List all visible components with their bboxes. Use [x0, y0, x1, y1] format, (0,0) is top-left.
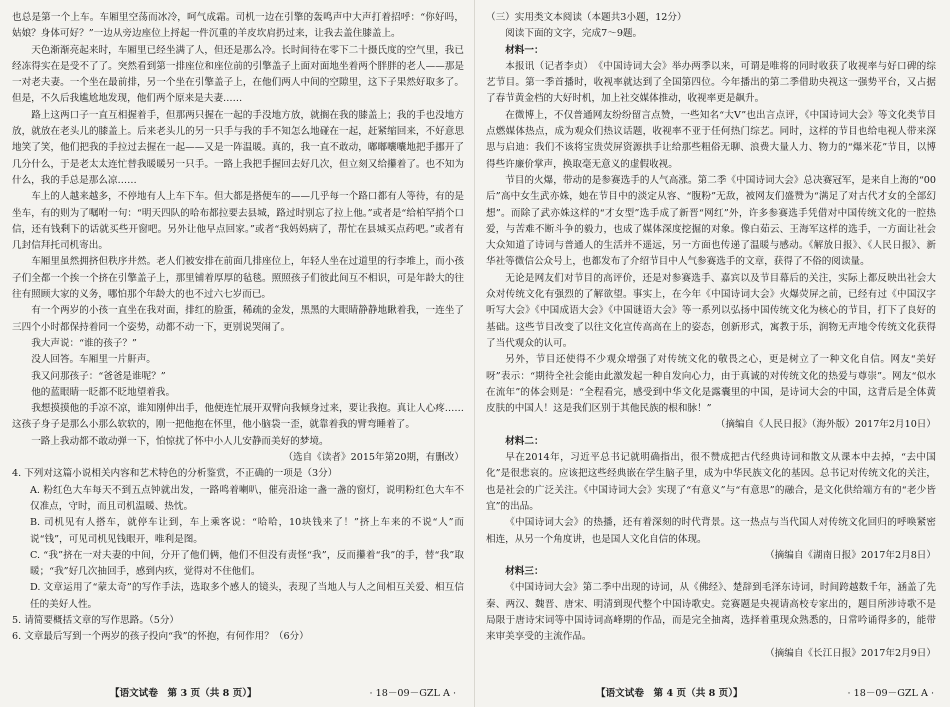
- questions-4-6: [12, 466, 464, 645]
- paragraph: 也总是第一个上车。车厢里空荡而冰冷，呵气成霜。司机一边在引擎的轰鸣声中大声打着招呼：“你好吗，姑娘？身体可好？”一边从旁边座位上捋起一件沉重的羊皮坎肩扔过来，让我去盖住膝盖上。: [12, 12, 464, 40]
- paragraph: 《中国诗词大会》第二季中出现的诗词，从《佛经》、楚辞到毛泽东诗词，时间跨越数千年，涵盖了先秦、两汉、魏晋、唐宋、明清到现代整个中国诗歌史。竞赛题是央视请高校专家出的，题目所涉诗歌不是局限于唐诗宋词等中国诗词高峰期的作品，而是完全抽离，选择着重现众熟悉的，日常吟诵得多的，能带来审美享受的主流作品。: [486, 582, 936, 643]
- material-2-source: （摘编自《湖南日报》2017年2月8日）: [765, 549, 936, 561]
- paragraph: 车上的人越来越多，不停地有人上车下车。但大都是搭便车的——几乎每一个路口都有人等待，有的是坐车，有的则为了嘱咐一句：“明天四队的哈布都拉要去县城，路过时别忘了拉上他。”或者是“给柏罕捎个口信，还有钱剩下的话就买些开窗吧。另外让他早点回家。”或者“我妈妈病了，帮忙在县城买点药吧。”或者有几封信拜托司机寄出。: [12, 191, 464, 252]
- paragraph: 早在2014年，习近平总书记就明确指出，很不赞成把古代经典诗词和散文从课本中去掉，“去中国化”是很悲哀的。应该把这些经典嵌在学生脑子里，成为中华民族文化的基因。总书记对传统文化的关注，也是社会的广泛关注。《中国诗词大会》实现了“有意义”与“有意思”的融合，是文化供给端方有的“老少皆宜”的出品。: [486, 452, 936, 512]
- exam-code: · 18－09－GZL A ·: [369, 688, 456, 699]
- material-2-title: 材料二：: [505, 435, 544, 447]
- material-3-source: （摘编自《长江日报》2017年2月9日）: [765, 647, 936, 659]
- paragraph: 我大声说：“谁的孩子？”: [31, 337, 137, 349]
- paragraph: 节目的火爆，带动的是参赛选手的人气高涨。第二季《中国诗词大会》总决赛冠军，是来自上海的“00后”高中女生武亦姝，她在节目中的淡定从容、“腹粉”无敌，被网友们盛赞为“满足了对古代才女的全部幻想”。而除了武亦姝这样的“才女型”选手成了新晋“网红”外，许多参赛选手凭借对中国传统文化的一腔热爱，与苦难不断斗争的毅力，也成了媒体深度挖掘的对象。像白茹云、王海军这样的选手，一方面让社会大众知道了诗词与普通人的生活并不遥远，另一方面也传递了温暖与感动。《解放日报》、《人民日报》、新华社等微信公众号上，也都发布了介绍节目中人气参赛选手的文章，获得了不俗的阅读量。: [486, 174, 936, 268]
- paragraph: 有一个两岁的小孩一直坐在我对面，排红的脸蛋，稀疏的金发，黑黑的大眼睛静静地瞅着我，一连坐了三四个小时都保持着同一个姿势，动都不动一下，更别说哭闹了。: [12, 305, 464, 333]
- paragraph: 天色渐渐亮起来时，车厢里已经坐满了人，但还是那么冷。长时间待在零下二十摄氏度的空气里，我已经冻得实在是受不了了。突然看到第一排座位和座位前的引擎盖子上面对面地坐着两个胖胖的老人——那是一对老夫妻。一个坐在最前排，另一个坐在引擎盖子上，在他们两人中间的空隙里，这下子果然好取多了。但是，不久后我尴尬地发现，他们两个原来是夫妻……: [12, 44, 464, 105]
- paragraph: 无论是网友们对节目的高评价，还是对参赛选手、嘉宾以及节目幕后的关注，实际上都反映出社会大众对传统文化有强烈的了解欲望。事实上，在今年《中国诗词大会》火爆荧屏之前，已经有过《中国汉字听写大会》《中国成语大会》《中国谜语大会》等一系列以弘扬中国传统文化为核心的节目，打下了良好的基础。这些节目改变了以往文化宣传高高在上的姿态，创新形式，寓教于乐，润物无声地令传统文化获得了当代观众的认可。: [486, 272, 936, 349]
- story-text: [12, 10, 464, 450]
- page-number: 【语文试卷 第 3 页（共 8 页）】: [110, 688, 257, 699]
- paragraph: 5. 请简要概括文章的写作思路。（5分）: [12, 614, 180, 626]
- paragraph: 我又问那孩子：“爸爸是谁呢？”: [31, 370, 166, 382]
- paragraph: 没人回答。车厢里一片鼾声。: [31, 354, 156, 366]
- section-heading: （三）实用类文本阅读（本题共3小题，12分）: [486, 12, 687, 23]
- paragraph: A. 粉红色大车每天不到五点钟就出发，一路鸣着喇叭，催亮沿途一盏一盏的窗灯，说明粉红色大车不仅准点，守时，而且司机温暖、热忱。: [30, 484, 464, 512]
- right-page: [476, 0, 950, 707]
- material-1-text: [486, 59, 936, 418]
- paragraph: 他的蓝眼睛一眨都不眨地望着我。: [31, 386, 176, 398]
- paragraph: 我想摸摸他的手凉不凉，谁知刚伸出手，他便连忙展开双臂向我倾身过来，要让我抱。真让人心疼……这孩子身子是那么小那么软软的，刚一把他抱在怀里，他小脑袋一歪，就靠着我的臂弯睡着了。: [12, 403, 464, 431]
- left-footer: [0, 687, 474, 701]
- page-divider: [474, 0, 475, 707]
- story-source: （选自《读者》2015年第20期，有删改）: [283, 452, 464, 464]
- material-1-title: 材料一：: [505, 44, 544, 56]
- paragraph: 本报讯（记者李贞） 《中国诗词大会》举办两季以来，可谓是唯将的同时收获了收视率与好口碑的综艺节目。第一季首播时，收视率就达到了全国第四位。今年播出的第二季借助央视这一强势平台，又占据了春节黄金档的大好时机，加上社交媒体推动，收视率更是飙升。: [486, 60, 936, 105]
- paragraph: 在微博上，不仅普通网友纷纷留言点赞，一些知名“大V”也出言点评，《中国诗词大会》等文化类节目点燃媒体热点，成为观众们热议话题，收视率不亚于任何热门综艺。同时，这样的节目也给电视人带来深思与启迪：我们不该将宝贵荧屏资源拱手让给那些粗俗无聊、浪费大量人力、物力的“爆米花”节目，以博得些许廉价掌声，换取毫无意义的虚假收视。: [486, 109, 936, 170]
- exam-code: · 18－09－GZL A ·: [847, 688, 934, 699]
- material-1-source: （摘编自《人民日报》（海外版）2017年2月10日）: [715, 419, 936, 431]
- section-instruction: 阅读下面的文字，完成7～9题。: [505, 28, 643, 40]
- paragraph: 路上这两口子一直互相握着手，但那两只握在一起的手没地方放，就搁在我的膝盖上；我的手也没地方放，就放在老头儿的膝盖上。后来老头儿的另一只手与我的手不知怎么地碰在一起，赶紧缩回来，不好意思地笑了笑，他们把我的手拉过去握在一起——又是一阵温暖。真的，我一直不敢动，嘟嘟囔囔地把手挪开了几分什么，于是老太太连忙替我暖暖另一只手。一路上我把手握回去好几次，但立刻又给攥着了。也不知为什么，我的手总是那么凉……: [12, 109, 464, 186]
- paragraph: D. 文章运用了“蒙太奇”的写作手法，选取多个感人的镜头，表现了当地人与人之间相互关爱、相互信任的美好人性。: [30, 582, 464, 610]
- right-footer: [476, 687, 950, 701]
- paragraph: 另外，节目还使得不少观众增强了对传统文化的敬畏之心，更是树立了一种文化自信。网友“美好呀”表示：“期待全社会能由此激发起一种自发向心力，由于真诚的对传统文化的热爱与尊崇”。网友“似水在流年”的体会则是：“全程看完，感受到中华文化是露囊里的中国，是诗词大会的中国，这背后是全体黄皮肤的中国人！这是我们区别于其他民族的根和脉！”: [486, 354, 936, 415]
- paragraph: 一路上我动都不敢动弹一下，怕惊扰了怀中小人儿安静而美好的梦境。: [31, 435, 329, 447]
- paragraph: B. 司机见有人搭车，就停车让到，车上乘客说：“哈哈，10块钱来了！”挤上车来的不说“人”而说“钱”，可见司机见钱眼开，唯利是图。: [30, 517, 464, 545]
- paragraph: C. “我”挤在一对夫妻的中间，分开了他们俩，他们不但没有责怪“我”，反而攥着“我”的手，替“我”取暖；“我”好几次抽回手，感到内疚，觉得对不住他们。: [30, 549, 464, 578]
- material-3-title: 材料三：: [505, 566, 544, 578]
- material-3-text: [486, 580, 936, 645]
- material-2-text: [486, 450, 936, 548]
- left-page: [0, 0, 474, 707]
- paragraph: 《中国诗词大会》的热播，还有着深刻的时代背景。这一热点与当代国人对传统文化回归的呼唤紧密相连，从另一个角度讲，也是国人文化自信的体现。: [486, 517, 936, 545]
- paragraph: 6. 文章最后写到一个两岁的孩子投向“我”的怀抱，有何作用？（6分）: [12, 631, 309, 643]
- paragraph: 4. 下列对这篇小说相关内容和艺术特色的分析鉴赏，不正确的一项是（3分）: [12, 468, 338, 480]
- paragraph: 车厢里虽然拥挤但秩序井然。老人们被安排在前面几排座位上，年轻人坐在过道里的行李堆上，而小孩子们全都一个挨一个挤在引擎盖子上，那里铺着厚厚的毡毯。照照孩子们彼此间互不相识，可是年龄大的往往有照顾大家的义务，哪怕那个年龄大的也不过六七岁而已。: [12, 256, 464, 301]
- page-number: 【语文试卷 第 4 页（共 8 页）】: [596, 688, 743, 699]
